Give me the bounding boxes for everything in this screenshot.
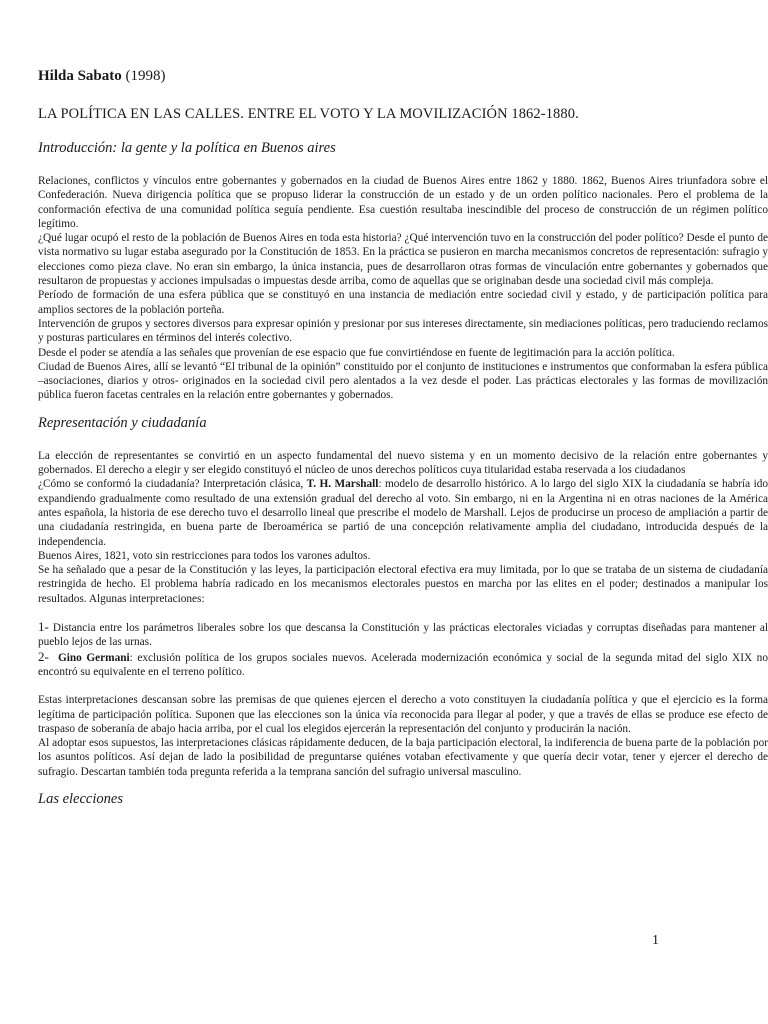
document-title: LA POLÍTICA EN LAS CALLES. ENTRE EL VOTO Y LA MOVILIZACIÓN 1862-1880. <box>38 106 579 122</box>
paragraph: Período de formación de una esfera pública que se constituyó en una instancia de mediación entre sociedad civil y estado, y de participación política para amplios sectores de la población porteña. <box>38 289 768 316</box>
paragraph-text: : modelo de desarrollo histórico. A lo largo del siglo XIX la ciudadanía se habría ido expandiendo gradualmente como resultado de una extensión gradual del derecho al voto. Sin embargo, ni en la Argentina ni en otras naciones de la América antes española, la historia de ese derecho tuvo el desarrollo lineal que prescribe el modelo de Marshall. Lejos de producirse un proceso de ampliación a partir de una ciudadanía restringida, en buena parte de Iberoamérica se partió de una concepción relativamente amplia del ciudadano, introducida después de la independencia. <box>38 478 768 548</box>
author-reference-germani: Gino Germani <box>57 651 130 664</box>
paragraph: Buenos Aires, 1821, voto sin restricciones para todos los varones adultos. <box>38 549 371 562</box>
list-number: 1- <box>38 619 49 635</box>
list-item-text: : exclusión política de los grupos sociales nuevos. Acelerada modernización económica y social de la segunda mitad del siglo XIX no encontró su equivalente en el terreno político. <box>38 651 768 678</box>
list-item <box>38 620 768 650</box>
list-number: 2- <box>38 648 49 664</box>
paragraph: Desde el poder se atendía a las señales que provenían de ese espacio que fue convirtiéndose en fuente de legitimación para la acción política. <box>38 346 675 359</box>
paragraph: Ciudad de Buenos Aires, allí se levantó “El tribunal de la opinión” constituido por el conjunto de instituciones e instrumentos que conformaban la esfera pública –asociaciones, diarios y otros- originados en la sociedad civil pero alentados a la vez desde el poder. Las prácticas electorales y las formas de movilización pública fueron facetas centrales en la relación entre gobernantes y gobernados. <box>38 360 768 402</box>
section-heading-introduccion: Introducción: la gente y la política en Buenos aires <box>38 140 336 156</box>
section-representacion-conclusion <box>38 693 768 779</box>
paragraph: Al adoptar esos supuestos, las interpretaciones clásicas rápidamente deducen, de la baja participación electoral, la indiferencia de buena parte de la población por los asuntos políticos. Así dejan de lado la posibilidad de preguntarse quiénes votaban efectivamente y que quería decir votar, tener y ejercer el derecho de sufragio. Descartan también toda pregunta referida a la temprana sanción del sufragio universal masculino. <box>38 737 768 778</box>
page-number: 1 <box>652 933 659 948</box>
author-name: Hilda Sabato <box>38 68 122 84</box>
paragraph: La elección de representantes se convirtió en un aspecto fundamental del nuevo sistema y en un momento decisivo de la relación entre gobernantes y gobernados. El derecho a elegir y ser elegido constituyó el núcleo de unos derechos políticos cuya titularidad estaba reservada a los ciudadanos <box>38 449 768 477</box>
list-item <box>38 650 768 680</box>
document-page <box>38 66 768 825</box>
list-item-text: Distancia entre los parámetros liberales sobre los que descansa la Constitución y las prácticas electorales viciadas y corruptas diseñadas para mantener al pueblo lejos de las urnas. <box>38 622 768 649</box>
section-introduccion-body <box>38 174 768 403</box>
paragraph: Relaciones, conflictos y vínculos entre gobernantes y gobernados en la ciudad de Buenos Aires entre 1862 y 1880. 1862, Buenos Aires triunfadora sobre el Confederación. Nueva dirigencia política que se propuso liderar la construcción de un estado y de un orden político nacionales. Pero el problema de la conformación efectiva de una comunidad política seguía pendiente. Esa cuestión resultaba inescindible del proceso de construcción de un régimen político legítimo. <box>38 175 768 230</box>
paragraph: Estas interpretaciones descansan sobre las premisas de que quienes ejercen el derecho a voto constituyen la ciudadanía política y que el ejercicio es la forma legítima de participación política. Suponen que las elecciones son la única vía reconocida para llegar al poder, y que a través de ellas se produce ese efecto de traspaso de soberanía de abajo hacia arriba, por el cual los elegidos ejercerán la representación del conjunto y producirán la nación. <box>38 694 768 735</box>
author-reference-marshall: T. H. Marshall <box>306 478 379 491</box>
publication-year: (1998) <box>125 68 166 84</box>
section-heading-elecciones: Las elecciones <box>38 790 123 807</box>
section-representacion-body <box>38 449 768 606</box>
paragraph: ¿Qué lugar ocupó el resto de la población de Buenos Aires en toda esta historia? ¿Qué intervención tuvo en la construcción del poder político? Desde el punto de vista normativo su lugar estaba asegurado por la Constitución de 1853. En la práctica se pusieron en marcha mecanismos concretos de representación: sufragio y elecciones como pieza clave. No eran sin embargo, la única instancia, pues de desarrollaron otras formas de vinculación entre gobernantes y gobernados que resultaron de propuestas y acciones impulsadas o impuestas desde arriba, como de aquellas que se originaban desde una sociedad civil más compleja. <box>38 232 768 288</box>
paragraph <box>38 477 768 548</box>
section-heading-representacion: Representación y ciudadanía <box>38 414 207 431</box>
paragraph: Intervención de grupos y sectores diversos para expresar opinión y presionar por sus intereses directamente, sin mediaciones políticas, pero traduciendo reclamos y posturas particulares en términos del interés colectivo. <box>38 317 768 345</box>
paragraph-text: ¿Cómo se conformó la ciudadanía? Interpretación clásica, <box>38 478 307 491</box>
author-line <box>38 66 768 86</box>
paragraph: Se ha señalado que a pesar de la Constitución y las leyes, la participación electoral efectiva era muy limitada, por lo que se trataba de un sistema de ciudadanía restringida de hecho. El problema habría radicado en los mecanismos electorales puestos en marcha por las elites en el poder; destinados a manipular los resultados. Algunas interpretaciones: <box>38 564 768 605</box>
